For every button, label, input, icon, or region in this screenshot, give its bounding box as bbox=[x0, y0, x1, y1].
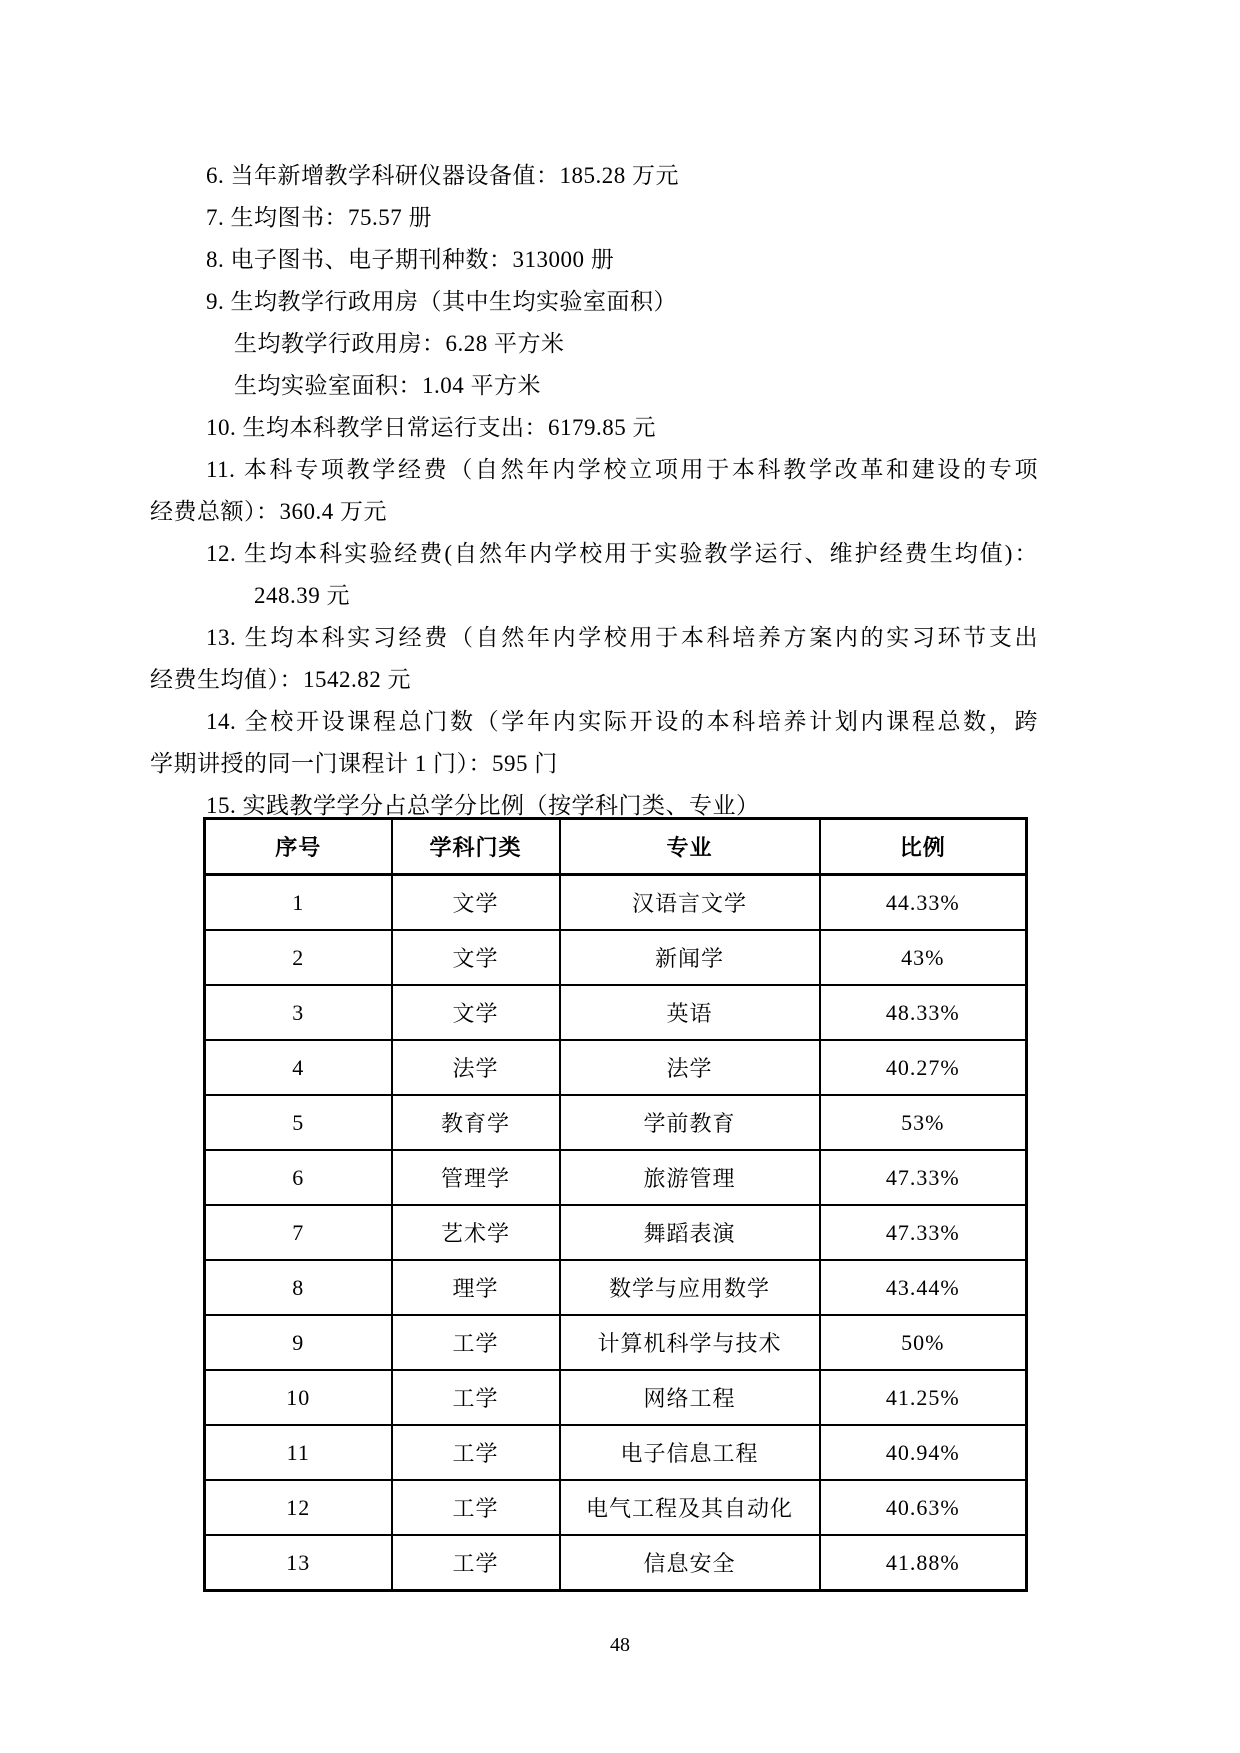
table-cell: 工学 bbox=[392, 1535, 560, 1591]
table-cell: 47.33% bbox=[820, 1205, 1027, 1260]
table-header-row bbox=[205, 819, 1027, 875]
table-cell: 8 bbox=[205, 1260, 392, 1315]
table-cell: 法学 bbox=[560, 1040, 820, 1095]
table-row bbox=[205, 1260, 1027, 1315]
table-cell: 英语 bbox=[560, 985, 820, 1040]
table-cell: 10 bbox=[205, 1370, 392, 1425]
table-cell: 计算机科学与技术 bbox=[560, 1315, 820, 1370]
table-cell: 41.25% bbox=[820, 1370, 1027, 1425]
table-row bbox=[205, 1205, 1027, 1260]
table-header-cell: 序号 bbox=[205, 819, 392, 875]
table-cell: 43% bbox=[820, 930, 1027, 985]
table-cell: 工学 bbox=[392, 1315, 560, 1370]
table-cell: 数学与应用数学 bbox=[560, 1260, 820, 1315]
body-line: 248.39 元 bbox=[254, 583, 350, 608]
table-cell: 汉语言文学 bbox=[560, 875, 820, 931]
table-cell: 管理学 bbox=[392, 1150, 560, 1205]
page-number: 48 bbox=[610, 1634, 630, 1656]
body-line: 8. 电子图书、电子期刊种数：313000 册 bbox=[206, 247, 615, 272]
table-cell: 工学 bbox=[392, 1480, 560, 1535]
body-line: 生均教学行政用房：6.28 平方米 bbox=[234, 331, 565, 356]
table-cell: 4 bbox=[205, 1040, 392, 1095]
body-line: 经费总额）：360.4 万元 bbox=[150, 499, 387, 524]
body-line: 12. 生均本科实验经费(自然年内学校用于实验教学运行、维护经费生均值)： bbox=[206, 541, 1038, 566]
practice-credit-table-wrap bbox=[203, 817, 1025, 1592]
body-line: 9. 生均教学行政用房（其中生均实验室面积） bbox=[206, 289, 677, 314]
table-cell: 文学 bbox=[392, 985, 560, 1040]
table-cell: 文学 bbox=[392, 875, 560, 931]
table-cell: 电子信息工程 bbox=[560, 1425, 820, 1480]
body-line: 学期讲授的同一门课程计 1 门）：595 门 bbox=[150, 751, 558, 776]
table-row bbox=[205, 985, 1027, 1040]
table-cell: 41.88% bbox=[820, 1535, 1027, 1591]
table-cell: 2 bbox=[205, 930, 392, 985]
table-cell: 50% bbox=[820, 1315, 1027, 1370]
body-line: 经费生均值）：1542.82 元 bbox=[150, 667, 411, 692]
body-line: 11. 本科专项教学经费（自然年内学校立项用于本科教学改革和建设的专项 bbox=[206, 457, 1038, 482]
table-cell: 教育学 bbox=[392, 1095, 560, 1150]
table-header-cell: 专业 bbox=[560, 819, 820, 875]
table-row bbox=[205, 1425, 1027, 1480]
table-cell: 9 bbox=[205, 1315, 392, 1370]
table-cell: 舞蹈表演 bbox=[560, 1205, 820, 1260]
table-cell: 43.44% bbox=[820, 1260, 1027, 1315]
body-line: 6. 当年新增教学科研仪器设备值：185.28 万元 bbox=[206, 163, 679, 188]
table-row bbox=[205, 930, 1027, 985]
table-cell: 13 bbox=[205, 1535, 392, 1591]
table-cell: 学前教育 bbox=[560, 1095, 820, 1150]
table-cell: 47.33% bbox=[820, 1150, 1027, 1205]
body-line: 13. 生均本科实习经费（自然年内学校用于本科培养方案内的实习环节支出 bbox=[206, 625, 1038, 650]
table-header-cell: 学科门类 bbox=[392, 819, 560, 875]
table-cell: 网络工程 bbox=[560, 1370, 820, 1425]
table-cell: 44.33% bbox=[820, 875, 1027, 931]
table-row bbox=[205, 1480, 1027, 1535]
table-row bbox=[205, 1370, 1027, 1425]
table-cell: 53% bbox=[820, 1095, 1027, 1150]
table-row bbox=[205, 875, 1027, 931]
table-cell: 40.27% bbox=[820, 1040, 1027, 1095]
table-cell: 工学 bbox=[392, 1425, 560, 1480]
table-body bbox=[205, 875, 1027, 1591]
table-row bbox=[205, 1315, 1027, 1370]
table-cell: 旅游管理 bbox=[560, 1150, 820, 1205]
table-cell: 12 bbox=[205, 1480, 392, 1535]
table-row bbox=[205, 1150, 1027, 1205]
table-cell: 3 bbox=[205, 985, 392, 1040]
table-cell: 48.33% bbox=[820, 985, 1027, 1040]
table-cell: 工学 bbox=[392, 1370, 560, 1425]
table-cell: 7 bbox=[205, 1205, 392, 1260]
body-line: 14. 全校开设课程总门数（学年内实际开设的本科培养计划内课程总数，跨 bbox=[206, 709, 1038, 734]
table-cell: 艺术学 bbox=[392, 1205, 560, 1260]
table-cell: 法学 bbox=[392, 1040, 560, 1095]
table-cell: 5 bbox=[205, 1095, 392, 1150]
table-cell: 理学 bbox=[392, 1260, 560, 1315]
body-lines bbox=[150, 155, 1038, 827]
table-row bbox=[205, 1040, 1027, 1095]
table-header-cell: 比例 bbox=[820, 819, 1027, 875]
body-line: 生均实验室面积：1.04 平方米 bbox=[234, 373, 541, 398]
table-cell: 文学 bbox=[392, 930, 560, 985]
body-line: 15. 实践教学学分占总学分比例（按学科门类、专业） bbox=[206, 793, 760, 818]
table-cell: 新闻学 bbox=[560, 930, 820, 985]
table-cell: 6 bbox=[205, 1150, 392, 1205]
body-line: 10. 生均本科教学日常运行支出：6179.85 元 bbox=[206, 415, 656, 440]
table-cell: 电气工程及其自动化 bbox=[560, 1480, 820, 1535]
table-row bbox=[205, 1535, 1027, 1591]
body-line: 7. 生均图书：75.57 册 bbox=[206, 205, 432, 230]
table-cell: 40.63% bbox=[820, 1480, 1027, 1535]
table-cell: 信息安全 bbox=[560, 1535, 820, 1591]
table-cell: 11 bbox=[205, 1425, 392, 1480]
table-cell: 40.94% bbox=[820, 1425, 1027, 1480]
practice-credit-table bbox=[203, 817, 1028, 1592]
table-row bbox=[205, 1095, 1027, 1150]
table-cell: 1 bbox=[205, 875, 392, 931]
